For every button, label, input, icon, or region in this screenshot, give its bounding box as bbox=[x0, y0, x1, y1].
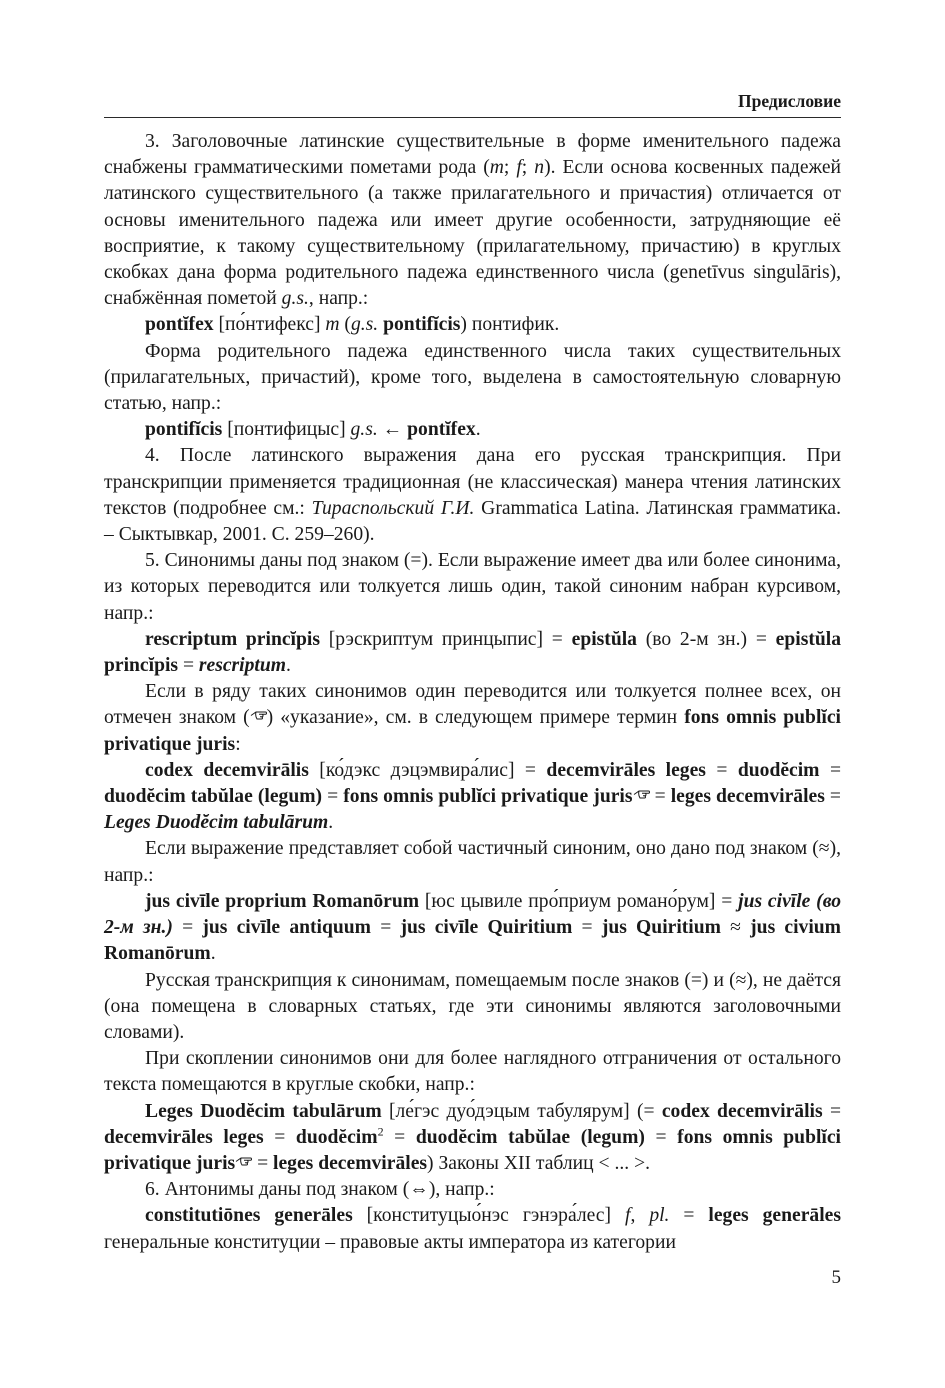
gender-mark: f bbox=[625, 1205, 631, 1227]
text-run: ( bbox=[339, 314, 351, 336]
text-run: = bbox=[371, 917, 401, 939]
cross-reference: pontĭfex bbox=[407, 419, 476, 441]
text-run: 3. Заголовочные латинские существительные в форме именительного падежа снабжены грамматическими пометами рода ( bbox=[104, 131, 841, 179]
gender-mark: f bbox=[516, 157, 522, 179]
paragraph-genitive: Форма родительного падежа единственного числа таких существительных (прилагательных, причастий), кроме того, выделена в самостоятельную словарную статью, напр.: bbox=[104, 340, 841, 415]
synonym: jus civīle Quiritium bbox=[400, 917, 573, 939]
text-run: = bbox=[322, 786, 344, 808]
genitive-form: pontifĭcis bbox=[383, 314, 461, 336]
text-run: 4. После латинского выражения дана его русская транскрипция. При транскрипции применяется традиционная (не классическая) манера чтения латинских текстов (подробнее см.: bbox=[104, 445, 841, 519]
headword: pontifĭcis bbox=[145, 419, 223, 441]
page-number: 5 bbox=[831, 1267, 841, 1288]
synonym: fons omnis publĭci privatique juris bbox=[343, 786, 633, 808]
abbrev-mark: g.s. bbox=[350, 314, 379, 336]
text-run: = bbox=[649, 786, 671, 808]
transcription: [конституцыо́нэс гэнэра́лес] bbox=[352, 1205, 625, 1227]
synonym: duodĕcim tabŭlae (legum) bbox=[104, 786, 323, 808]
text-run: = bbox=[705, 759, 738, 781]
headword: jus civīle proprium Romanōrum bbox=[145, 890, 420, 912]
text-run: ) Законы XII таблиц < ... >. bbox=[427, 1152, 651, 1174]
text-run: = bbox=[819, 759, 841, 781]
headword: pontĭfex bbox=[145, 314, 214, 336]
text-run: (во 2-м зн.) = bbox=[636, 628, 776, 650]
text-run: = bbox=[172, 917, 203, 939]
text-run: , напр.: bbox=[308, 288, 369, 310]
main-synonym: Leges Duodĕcim tabulārum bbox=[104, 812, 329, 834]
text-run: : bbox=[235, 733, 241, 755]
partial-synonym: jus civium Romanōrum bbox=[104, 917, 841, 965]
paragraph-no-transcription: Русская транскрипция к синонимам, помещаемым после знаков (=) и (≈), не даётся (она помещена в словарных статьях, где эти синонимы являются заголовочными словами). bbox=[104, 969, 841, 1043]
text-run: генеральные конституции – правовые акты императора из категории bbox=[104, 1231, 676, 1253]
text-run: ) «указание», см. в следующем примере термин bbox=[266, 707, 685, 729]
text-run: ) понтифик. bbox=[460, 314, 560, 336]
header-rule bbox=[104, 117, 841, 118]
text-run: ← bbox=[377, 419, 408, 441]
example-codex bbox=[104, 758, 841, 837]
running-head: Предисловие bbox=[737, 91, 841, 111]
text-run: ; bbox=[503, 157, 517, 179]
transcription: [ле́гэс дуо́дэцым табулярум] (= bbox=[381, 1100, 662, 1122]
text-run: , bbox=[630, 1205, 650, 1227]
synonym: decemvirāles leges bbox=[104, 1126, 264, 1148]
text-run: = bbox=[824, 786, 841, 808]
text-run: = bbox=[644, 1126, 678, 1148]
headword: Leges Duodĕcim tabulārum bbox=[145, 1100, 382, 1122]
term: fons omnis publĭci privatique juris bbox=[104, 707, 841, 755]
paragraph-transcription bbox=[104, 443, 841, 548]
gender-mark: m bbox=[489, 157, 504, 179]
paragraph-partial-synonym: Если выражение представляет собой частичный синоним, оно дано под знаком (≈), напр.: bbox=[104, 838, 841, 886]
main-synonym: jus civīle (во 2-м зн.) bbox=[104, 890, 842, 939]
pointing-hand-icon bbox=[235, 1156, 252, 1167]
text-run: ; bbox=[521, 157, 535, 179]
pointing-hand-icon bbox=[633, 789, 650, 800]
transcription: [рэскриптум принцыпис] = bbox=[319, 628, 572, 650]
synonym: duodĕcim tabŭlae (legum) bbox=[415, 1126, 645, 1148]
synonym: decemvirāles leges bbox=[546, 759, 706, 781]
text-run: = bbox=[572, 917, 602, 939]
text-run: . bbox=[210, 943, 216, 965]
author-name: Тираспольский Г.И. bbox=[311, 497, 475, 519]
text-run: Grammatica Latina. Латинская грамматика. – Сыктывкар, 2001. С. 259–260). bbox=[104, 497, 841, 546]
text-run: = bbox=[383, 1126, 416, 1148]
text-run: = bbox=[263, 1126, 296, 1148]
headword: rescriptum princĭpis bbox=[145, 628, 320, 650]
text-run: . bbox=[475, 419, 481, 441]
headword: codex decemvirālis bbox=[145, 759, 309, 781]
synonym: codex decemvirālis bbox=[661, 1100, 823, 1122]
gender-mark: m bbox=[325, 314, 340, 336]
abbrev-mark: g.s. bbox=[350, 419, 378, 441]
text-run: = bbox=[178, 655, 199, 677]
synonym: fons omnis publĭci privatique juris bbox=[104, 1126, 842, 1174]
pointing-hand-icon bbox=[250, 710, 267, 721]
synonym: epistŭla bbox=[571, 628, 637, 650]
text-run: . bbox=[328, 812, 334, 834]
paragraph-pointer bbox=[104, 679, 841, 758]
synonym: epistŭla princĭpis bbox=[104, 628, 841, 677]
paragraph-synonyms: 5. Синонимы даны под знаком (=). Если выражение имеет два или более синонима, из которых переводится или толкуется лишь один, такой синоним набран курсивом, напр.: bbox=[104, 550, 841, 624]
text-run: . bbox=[286, 655, 291, 677]
headword: constitutiōnes generāles bbox=[145, 1205, 353, 1227]
example-pontifex bbox=[104, 312, 841, 338]
text-run: ). Если основа косвенных падежей латинского существительного (а также прилагательного и причастия) отличается от основы именительного падежа или имеет другие особенности, затрудняющие её восприятие, к такому существительному (прилагательному, причастию) в круглых скобках дана форма родительного падежа единственного числа (genetīvus singulāris), снабжённая пометой bbox=[104, 157, 842, 310]
transcription: [понтифицыс] bbox=[222, 419, 351, 441]
synonym: leges decemvirāles bbox=[670, 786, 825, 808]
example-rescriptum bbox=[104, 627, 841, 679]
transcription: [по́нтифекс] bbox=[213, 314, 326, 336]
abbrev-mark: g.s. bbox=[281, 288, 309, 310]
example-pontificis bbox=[104, 417, 841, 443]
synonym: duodĕcim bbox=[737, 759, 820, 781]
text-run: = bbox=[669, 1205, 709, 1227]
paragraph-genders bbox=[104, 129, 841, 312]
text-run: = bbox=[252, 1152, 274, 1174]
synonym: jus civīle antiquum bbox=[202, 917, 372, 939]
synonym: leges generāles bbox=[708, 1205, 841, 1227]
example-leges bbox=[104, 1099, 841, 1178]
transcription: [ко́дэкс дэцэмвира́лис] = bbox=[308, 759, 547, 781]
synonym: leges decemvirāles bbox=[273, 1152, 428, 1174]
transcription: [юс цывиле про́приум романо́рум] = bbox=[419, 890, 739, 912]
main-synonym: rescriptum bbox=[198, 655, 286, 677]
text-run: Если в ряду таких синонимов один переводится или толкуется полнее всех, он отмечен знаком ( bbox=[104, 681, 841, 729]
body-text bbox=[104, 129, 841, 1256]
synonym: duodĕcim bbox=[295, 1126, 378, 1148]
paragraph-brackets: При скоплении синонимов они для более наглядного отграничения от остального текста помещаются в круглые скобки, напр.: bbox=[104, 1048, 841, 1096]
sense-number: 2 bbox=[377, 1124, 384, 1139]
synonym: jus Quiritium bbox=[601, 917, 721, 939]
gender-mark: n bbox=[534, 157, 545, 179]
paragraph-antonyms: 6. Антонимы даны под знаком (⇔), напр.: bbox=[145, 1179, 495, 1201]
text-run: ≈ bbox=[720, 917, 751, 939]
example-constitutiones bbox=[104, 1203, 841, 1255]
example-jus-civile bbox=[104, 889, 841, 968]
number-mark: pl. bbox=[649, 1205, 670, 1227]
text-run: = bbox=[822, 1100, 841, 1122]
